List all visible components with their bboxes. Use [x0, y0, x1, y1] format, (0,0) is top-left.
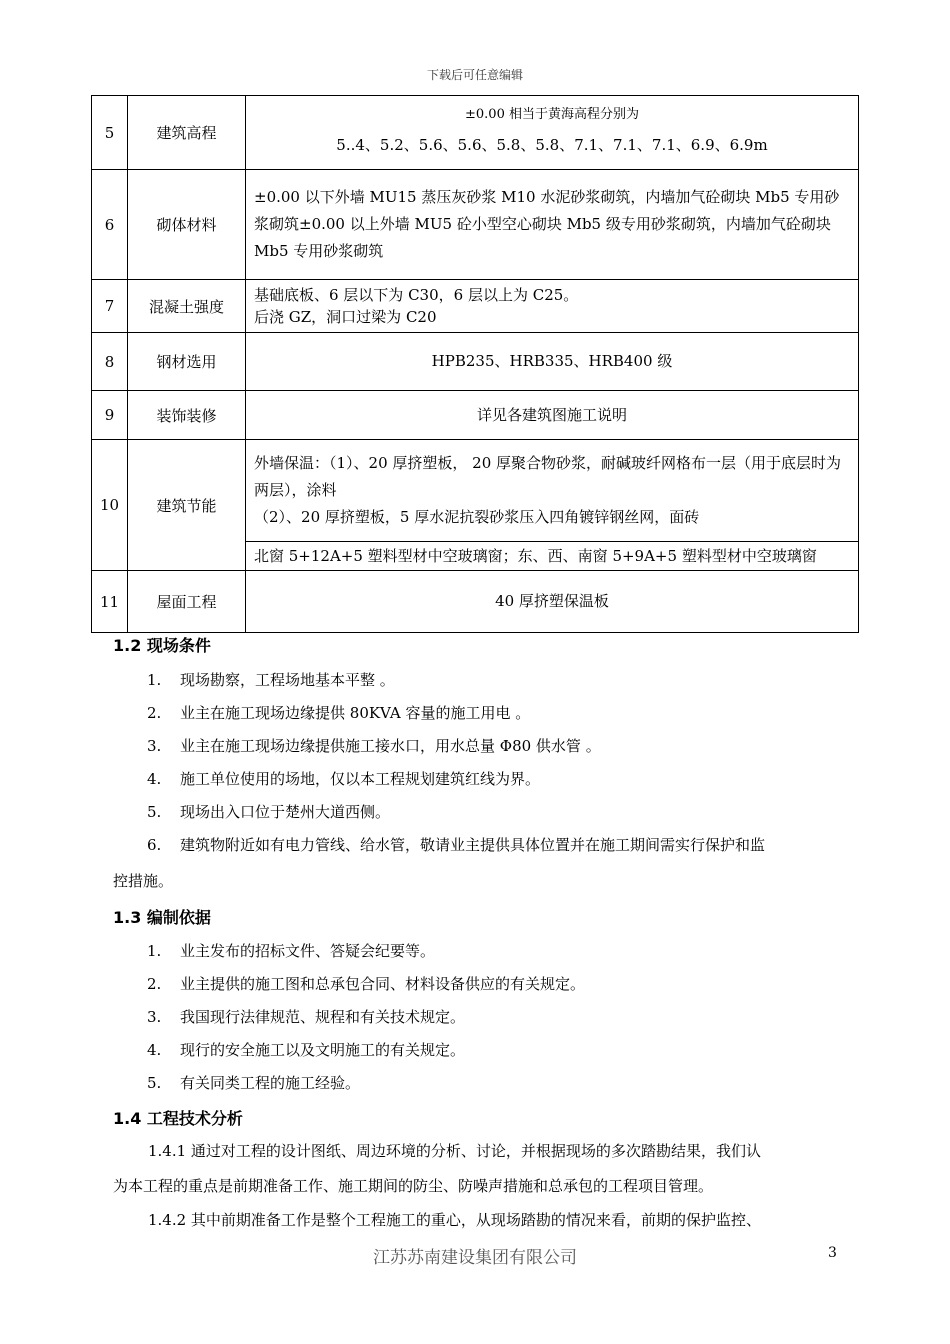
table-row — [92, 170, 859, 280]
list-text: 现场出入口位于楚州大道西侧。 — [180, 803, 391, 821]
table-row — [92, 333, 859, 391]
list-text: 业主发布的招标文件、答疑会纪要等。 — [180, 942, 436, 960]
row-content — [246, 96, 859, 170]
content-line: 后浇 GZ，洞口过梁为 C20 — [254, 308, 437, 326]
row-content-extra — [246, 542, 859, 571]
row-content — [246, 391, 859, 440]
header-note: 下载后可任意编辑 — [426, 68, 523, 82]
row-item: 钢材选用 — [128, 333, 246, 391]
paragraph: 1.4.1 通过对工程的设计图纸、周边环境的分析、讨论，并根据现场的多次踏勘结果，我们认 — [148, 1142, 761, 1160]
list-number: 6. — [147, 836, 162, 854]
spec-table — [91, 95, 859, 633]
table-row — [92, 280, 859, 333]
list-text: 建筑物附近如有电力管线、给水管，敬请业主提供具体位置并在施工期间需实行保护和监 — [180, 836, 766, 854]
list-item — [147, 1072, 360, 1093]
list-text: 有关同类工程的施工经验。 — [180, 1074, 361, 1092]
content-line: （2）、20 厚挤塑板，5 厚水泥抗裂砂浆压入四角镀锌钢丝网，面砖 — [254, 508, 700, 526]
row-content — [246, 170, 859, 280]
list-item — [147, 834, 765, 855]
list-item — [147, 735, 601, 756]
list-number: 2. — [147, 975, 162, 993]
table-row — [92, 440, 859, 542]
list-number: 3. — [147, 1008, 162, 1026]
table-row — [92, 571, 859, 633]
row-number: 7 — [92, 280, 128, 333]
row-item: 砌体材料 — [128, 170, 246, 280]
table-row — [92, 391, 859, 440]
row-item: 建筑节能 — [128, 440, 246, 571]
list-number: 5. — [147, 803, 162, 821]
list-number: 1. — [147, 671, 162, 689]
list-number: 5. — [147, 1074, 162, 1092]
content-line: ±0.00 以下外墙 MU15 蒸压灰砂浆 M10 水泥砂浆砌筑，内墙加气砼砌块 Mb5 专用砂浆砌筑±0.00 以上外墙 MU5 砼小型空心砌块 Mb5 级专用砂浆砌筑，内墙加气砼砌块 Mb5 专用砂浆砌筑 — [254, 188, 840, 260]
content-line: 外墙保温：（1）、20 厚挤塑板， 20 厚聚合物砂浆，耐碱玻纤网格布一层（用于底层时为两层），涂料 — [254, 454, 842, 499]
row-item: 建筑高程 — [128, 96, 246, 170]
list-item — [147, 1039, 465, 1060]
list-item — [147, 768, 540, 789]
list-number: 3. — [147, 737, 162, 755]
content-line: HPB235、HRB335、HRB400 级 — [431, 352, 673, 370]
paragraph: 1.4.2 其中前期准备工作是整个工程施工的重心，从现场踏勘的情况来看，前期的保护监控、 — [148, 1211, 761, 1229]
row-content — [246, 280, 859, 333]
row-number: 10 — [92, 440, 128, 571]
row-number: 11 — [92, 571, 128, 633]
row-item: 屋面工程 — [128, 571, 246, 633]
section-heading: 1.3 编制依据 — [113, 908, 211, 927]
list-item — [147, 940, 435, 961]
content-line: ±0.00 相当于黄海高程分别为 — [465, 106, 639, 122]
list-item — [147, 1006, 465, 1027]
list-number: 1. — [147, 942, 162, 960]
list-text: 现行的安全施工以及文明施工的有关规定。 — [180, 1041, 466, 1059]
row-item: 混凝土强度 — [128, 280, 246, 333]
section-heading: 1.2 现场条件 — [113, 636, 211, 655]
list-number: 2. — [147, 704, 162, 722]
list-item — [147, 801, 390, 822]
list-text: 业主在施工现场边缘提供施工接水口，用水总量 Φ80 供水管 。 — [180, 737, 601, 755]
row-content — [246, 333, 859, 391]
content-line: 40 厚挤塑保温板 — [495, 592, 609, 610]
footer-company: 江苏苏南建设集团有限公司 — [373, 1248, 577, 1268]
section-heading: 1.4 工程技术分析 — [113, 1109, 243, 1128]
list-text: 现场勘察，工程场地基本平整 。 — [180, 671, 395, 689]
row-content — [246, 571, 859, 633]
list-number: 4. — [147, 770, 162, 788]
paragraph: 为本工程的重点是前期准备工作、施工期间的防尘、防噪声措施和总承包的工程项目管理。 — [113, 1177, 714, 1195]
table-row — [92, 96, 859, 170]
list-item — [147, 702, 530, 723]
content-line: 5..4、5.2、5.6、5.6、5.8、5.8、7.1、7.1、7.1、6.9、6.9m — [336, 135, 768, 154]
list-text: 业主在施工现场边缘提供 80KVA 容量的施工用电 。 — [180, 704, 531, 722]
content-line: 详见各建筑图施工说明 — [476, 405, 627, 424]
list-item — [147, 669, 395, 690]
list-item — [147, 973, 585, 994]
content-line: 基础底板、6 层以下为 C30，6 层以上为 C25。 — [254, 286, 579, 304]
page-number: 3 — [828, 1245, 837, 1261]
row-number: 9 — [92, 391, 128, 440]
row-number: 6 — [92, 170, 128, 280]
list-text: 业主提供的施工图和总承包合同、材料设备供应的有关规定。 — [180, 975, 586, 993]
row-item: 装饰装修 — [128, 391, 246, 440]
list-number: 4. — [147, 1041, 162, 1059]
content-line: 北窗 5+12A+5 塑料型材中空玻璃窗；东、西、南窗 5+9A+5 塑料型材中空玻璃窗 — [254, 547, 817, 565]
list-text: 我国现行法律规范、规程和有关技术规定。 — [180, 1008, 466, 1026]
row-number: 8 — [92, 333, 128, 391]
row-number: 5 — [92, 96, 128, 170]
row-content — [246, 440, 859, 542]
list-continuation: 控措施。 — [113, 872, 174, 890]
list-text: 施工单位使用的场地，仅以本工程规划建筑红线为界。 — [180, 770, 541, 788]
